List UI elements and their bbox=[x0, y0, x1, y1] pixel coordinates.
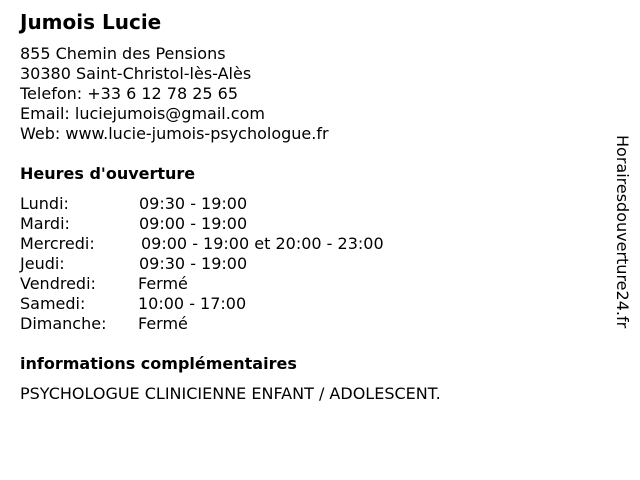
hours-row-sunday bbox=[20, 314, 580, 334]
hours-row-tuesday bbox=[20, 214, 580, 234]
day-label: Mercredi: bbox=[20, 234, 95, 253]
opening-hours-table bbox=[20, 194, 580, 334]
time-value: 09:00 - 19:00 bbox=[139, 214, 248, 233]
hours-row-wednesday bbox=[20, 234, 580, 254]
phone-number: Telefon: +33 6 12 78 25 65 bbox=[20, 84, 239, 103]
website-url: Web: www.lucie-jumois-psychologue.fr bbox=[20, 124, 329, 143]
time-value: 10:00 - 17:00 bbox=[138, 294, 247, 313]
day-label: Lundi: bbox=[20, 194, 69, 213]
additional-info-text: PSYCHOLOGUE CLINICIENNE ENFANT / ADOLESCENT. bbox=[20, 384, 441, 403]
day-label: Dimanche: bbox=[20, 314, 107, 333]
time-value: Fermé bbox=[138, 314, 188, 333]
day-label: Jeudi: bbox=[20, 254, 65, 273]
time-value: 09:30 - 19:00 bbox=[139, 194, 248, 213]
street-address: 855 Chemin des Pensions bbox=[20, 44, 226, 63]
additional-info-heading: informations complémentaires bbox=[20, 354, 297, 373]
city-address: 30380 Saint-Christol-lès-Alès bbox=[20, 64, 252, 83]
business-name: Jumois Lucie bbox=[20, 10, 162, 34]
day-label: Mardi: bbox=[20, 214, 70, 233]
email-address: Email: luciejumois@gmail.com bbox=[20, 104, 265, 123]
time-value: Fermé bbox=[138, 274, 188, 293]
opening-hours-heading: Heures d'ouverture bbox=[20, 164, 196, 183]
time-value: 09:30 - 19:00 bbox=[139, 254, 248, 273]
day-label: Vendredi: bbox=[20, 274, 96, 293]
hours-row-thursday bbox=[20, 254, 580, 274]
time-value: 09:00 - 19:00 et 20:00 - 23:00 bbox=[141, 234, 384, 253]
hours-row-saturday bbox=[20, 294, 580, 314]
hours-row-friday bbox=[20, 274, 580, 294]
contact-block bbox=[20, 44, 329, 144]
day-label: Samedi: bbox=[20, 294, 86, 313]
brand-watermark: Horairesdouverture24.fr bbox=[613, 135, 632, 329]
hours-row-monday bbox=[20, 194, 580, 214]
